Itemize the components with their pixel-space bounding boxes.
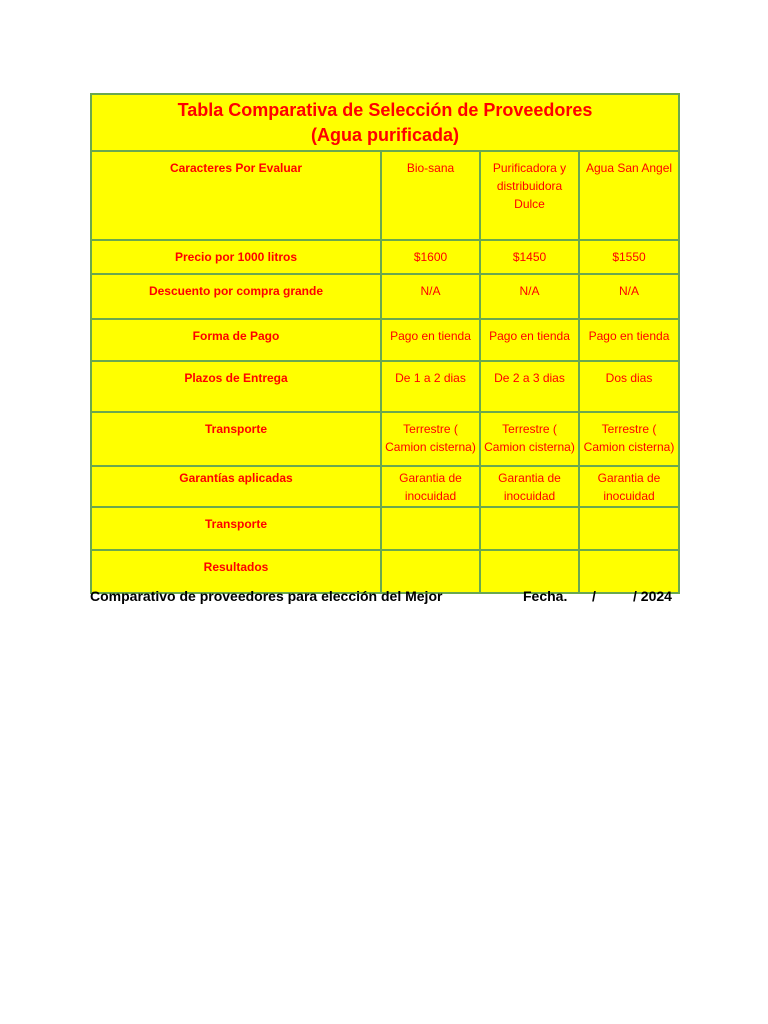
cell-value: $1550 [579,240,679,274]
comparison-sheet [90,93,678,594]
supplier-header-1: Bio-sana [381,151,480,240]
cell-value: Pago en tienda [579,319,679,361]
title-row [91,94,679,151]
cell-value: Terrestre ( Camion cisterna) [480,412,579,466]
supplier-header-2: Purificadora y distribuidora Dulce [480,151,579,240]
criteria-header: Caracteres Por Evaluar [91,151,381,240]
table-row-guarantees [91,466,679,507]
table-row-price [91,240,679,274]
cell-value: Garantia de inocuidad [579,466,679,507]
cell-value: Garantia de inocuidad [381,466,480,507]
supplier-comparison-table [90,93,680,594]
table-row-discount [91,274,679,319]
date-label: Fecha. [523,588,568,604]
table-row-payment [91,319,679,361]
table-title-line-1: Tabla Comparativa de Selección de Proveedores [177,100,593,120]
row-label: Transporte [91,507,381,550]
table-row-delivery [91,361,679,412]
cell-value [579,550,679,593]
row-label: Transporte [91,412,381,466]
cell-value: Terrestre ( Camion cisterna) [381,412,480,466]
cell-value: N/A [480,274,579,319]
cell-value: N/A [381,274,480,319]
cell-value [381,507,480,550]
table-row-transport-2 [91,507,679,550]
cell-value: $1600 [381,240,480,274]
cell-value: Garantia de inocuidad [480,466,579,507]
row-label: Forma de Pago [91,319,381,361]
cell-value [579,507,679,550]
row-label: Descuento por compra grande [91,274,381,319]
table-title-line-2: (Agua purificada) [311,125,460,145]
footer-caption: Comparativo de proveedores para elección del Mejor [90,588,443,604]
footer-line [90,588,678,608]
cell-value: Pago en tienda [381,319,480,361]
cell-value: De 2 a 3 dias [480,361,579,412]
table-title [91,94,679,151]
cell-value: N/A [579,274,679,319]
cell-value [480,550,579,593]
row-label: Garantías aplicadas [91,466,381,507]
cell-value: $1450 [480,240,579,274]
cell-value: Pago en tienda [480,319,579,361]
row-label: Plazos de Entrega [91,361,381,412]
supplier-header-3: Agua San Angel [579,151,679,240]
row-label: Resultados [91,550,381,593]
date-year: / 2024 [633,588,672,604]
cell-value: Dos dias [579,361,679,412]
date-separator: / [592,588,596,604]
cell-value [480,507,579,550]
table-row-transport [91,412,679,466]
table-row-results [91,550,679,593]
cell-value [381,550,480,593]
cell-value: Terrestre ( Camion cisterna) [579,412,679,466]
header-row [91,151,679,240]
cell-value: De 1 a 2 dias [381,361,480,412]
row-label: Precio por 1000 litros [91,240,381,274]
